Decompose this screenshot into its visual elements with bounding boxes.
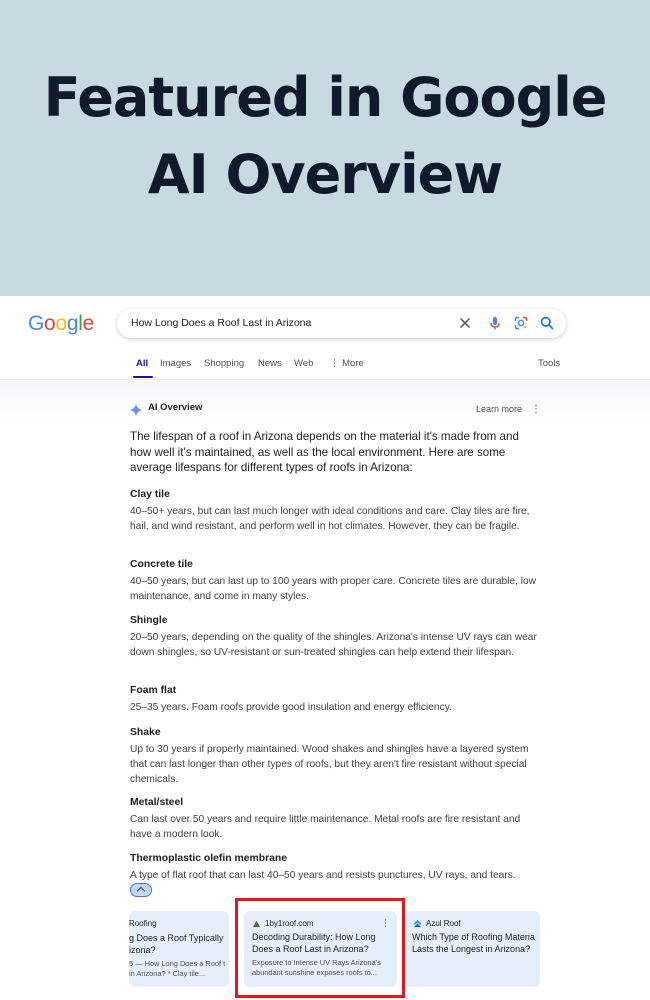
section-title: Shingle (130, 615, 168, 626)
source-card-title: Which Type of Roofing Materia Lasts the Longest in Arizona? (412, 932, 535, 954)
source-card-site: 1by1roof.com (265, 919, 314, 928)
section-body: 20–50 years, depending on the quality of the shingles. Arizona's intense UV rays can wear down shingles, so UV-resistant or sun-treated shingles can help extend their lifespan. (130, 632, 537, 658)
tab-web[interactable]: Web (294, 358, 314, 369)
section-title: Clay tile (130, 489, 170, 500)
section-body: 40–50+ years, but can last much longer with ideal conditions and care. Clay tiles are fire, hail, and wind resistant, and perform well in hot climates. However, they can be fragile. (130, 506, 530, 532)
search-input[interactable]: How Long Does a Roof Last in Arizona (131, 317, 312, 329)
tab-shopping[interactable]: Shopping (204, 358, 245, 369)
tab-more[interactable]: ⋮ More (330, 358, 364, 369)
logo-letter: o (44, 312, 56, 335)
google-logo[interactable] (28, 312, 94, 336)
source-card[interactable] (129, 911, 229, 987)
logo-letter: o (55, 312, 67, 335)
section-title: Thermoplastic olefin membrane (130, 853, 288, 864)
ai-sparkle-icon (129, 403, 143, 417)
section-body (130, 869, 540, 899)
tab-tools[interactable]: Tools (538, 358, 561, 369)
source-card-title: Decoding Durability: How Long Does a Roof Last in Arizona? (252, 932, 376, 954)
search-tabs (0, 350, 650, 380)
source-card-snippet: Exposure to Intense UV Rays Arizona's abundant sunshine exposes roofs to... (252, 958, 381, 977)
section-body: 40–50 years, but can last up to 100 years with proper care. Concrete tiles are durable, low maintenance, and come in many styles. (130, 576, 537, 602)
ai-overview-intro: The lifespan of a roof in Arizona depends on the material it's made from and how well it's maintained, as well as the local environment. Here are some average lifespans for different types of roofs in Arizona: (130, 430, 519, 474)
section-body: Can last over 50 years and require little maintenance. Metal roofs are fire resistant and have a modern look. (130, 814, 521, 840)
section-body: Up to 30 years if properly maintained. Wood shakes and shingles have a layered system that can last longer than other types of roofs, but they aren't fire resistant without special chemicals. (130, 744, 529, 785)
headline-line-1: Featured in Google (43, 66, 607, 129)
section-title: Concrete tile (130, 559, 193, 570)
source-card-snippet: 5 — How Long Does a Roof t in Arizona? * Clay tile... (129, 959, 226, 978)
section-body-text: A type of flat roof that can last 40–50 years and resists punctures, UV rays, and tears. (130, 870, 516, 881)
lens-icon[interactable] (513, 315, 529, 331)
source-card[interactable] (405, 911, 540, 987)
logo-letter: e (82, 312, 94, 335)
source-card-menu-icon[interactable]: ⋮ (381, 918, 390, 928)
section-title: Metal/steel (130, 797, 184, 808)
source-card-site: Azul Roof (426, 919, 461, 928)
section-title: Foam flat (130, 685, 177, 696)
ai-overview-label: AI Overview (148, 402, 203, 413)
tab-images[interactable]: Images (160, 358, 192, 369)
site-favicon-icon (412, 918, 423, 929)
tab-all[interactable]: All (136, 358, 149, 369)
learn-more-link[interactable]: Learn more (476, 404, 523, 414)
ai-overview-menu-icon[interactable]: ⋮ (531, 404, 541, 415)
source-card-site: Roofing (129, 919, 157, 928)
logo-letter: g (66, 312, 79, 335)
highlight-box (235, 898, 405, 998)
microphone-icon[interactable] (487, 315, 503, 331)
search-box[interactable] (117, 309, 566, 338)
active-tab-indicator (133, 376, 153, 378)
headline-banner (0, 0, 650, 296)
search-icon[interactable] (539, 315, 555, 331)
logo-letter: l (78, 312, 83, 335)
tab-news[interactable]: News (258, 358, 282, 369)
section-body: 25–35 years. Foam roofs provide good insulation and energy efficiency. (130, 702, 452, 713)
headline-line-2: AI Overview (147, 143, 503, 206)
logo-letter: G (28, 312, 45, 335)
section-title: Shake (130, 727, 161, 738)
clear-icon[interactable] (457, 315, 473, 331)
collapse-button[interactable] (130, 883, 152, 897)
source-card-title: g Does a Roof Typically izona? (129, 933, 224, 955)
